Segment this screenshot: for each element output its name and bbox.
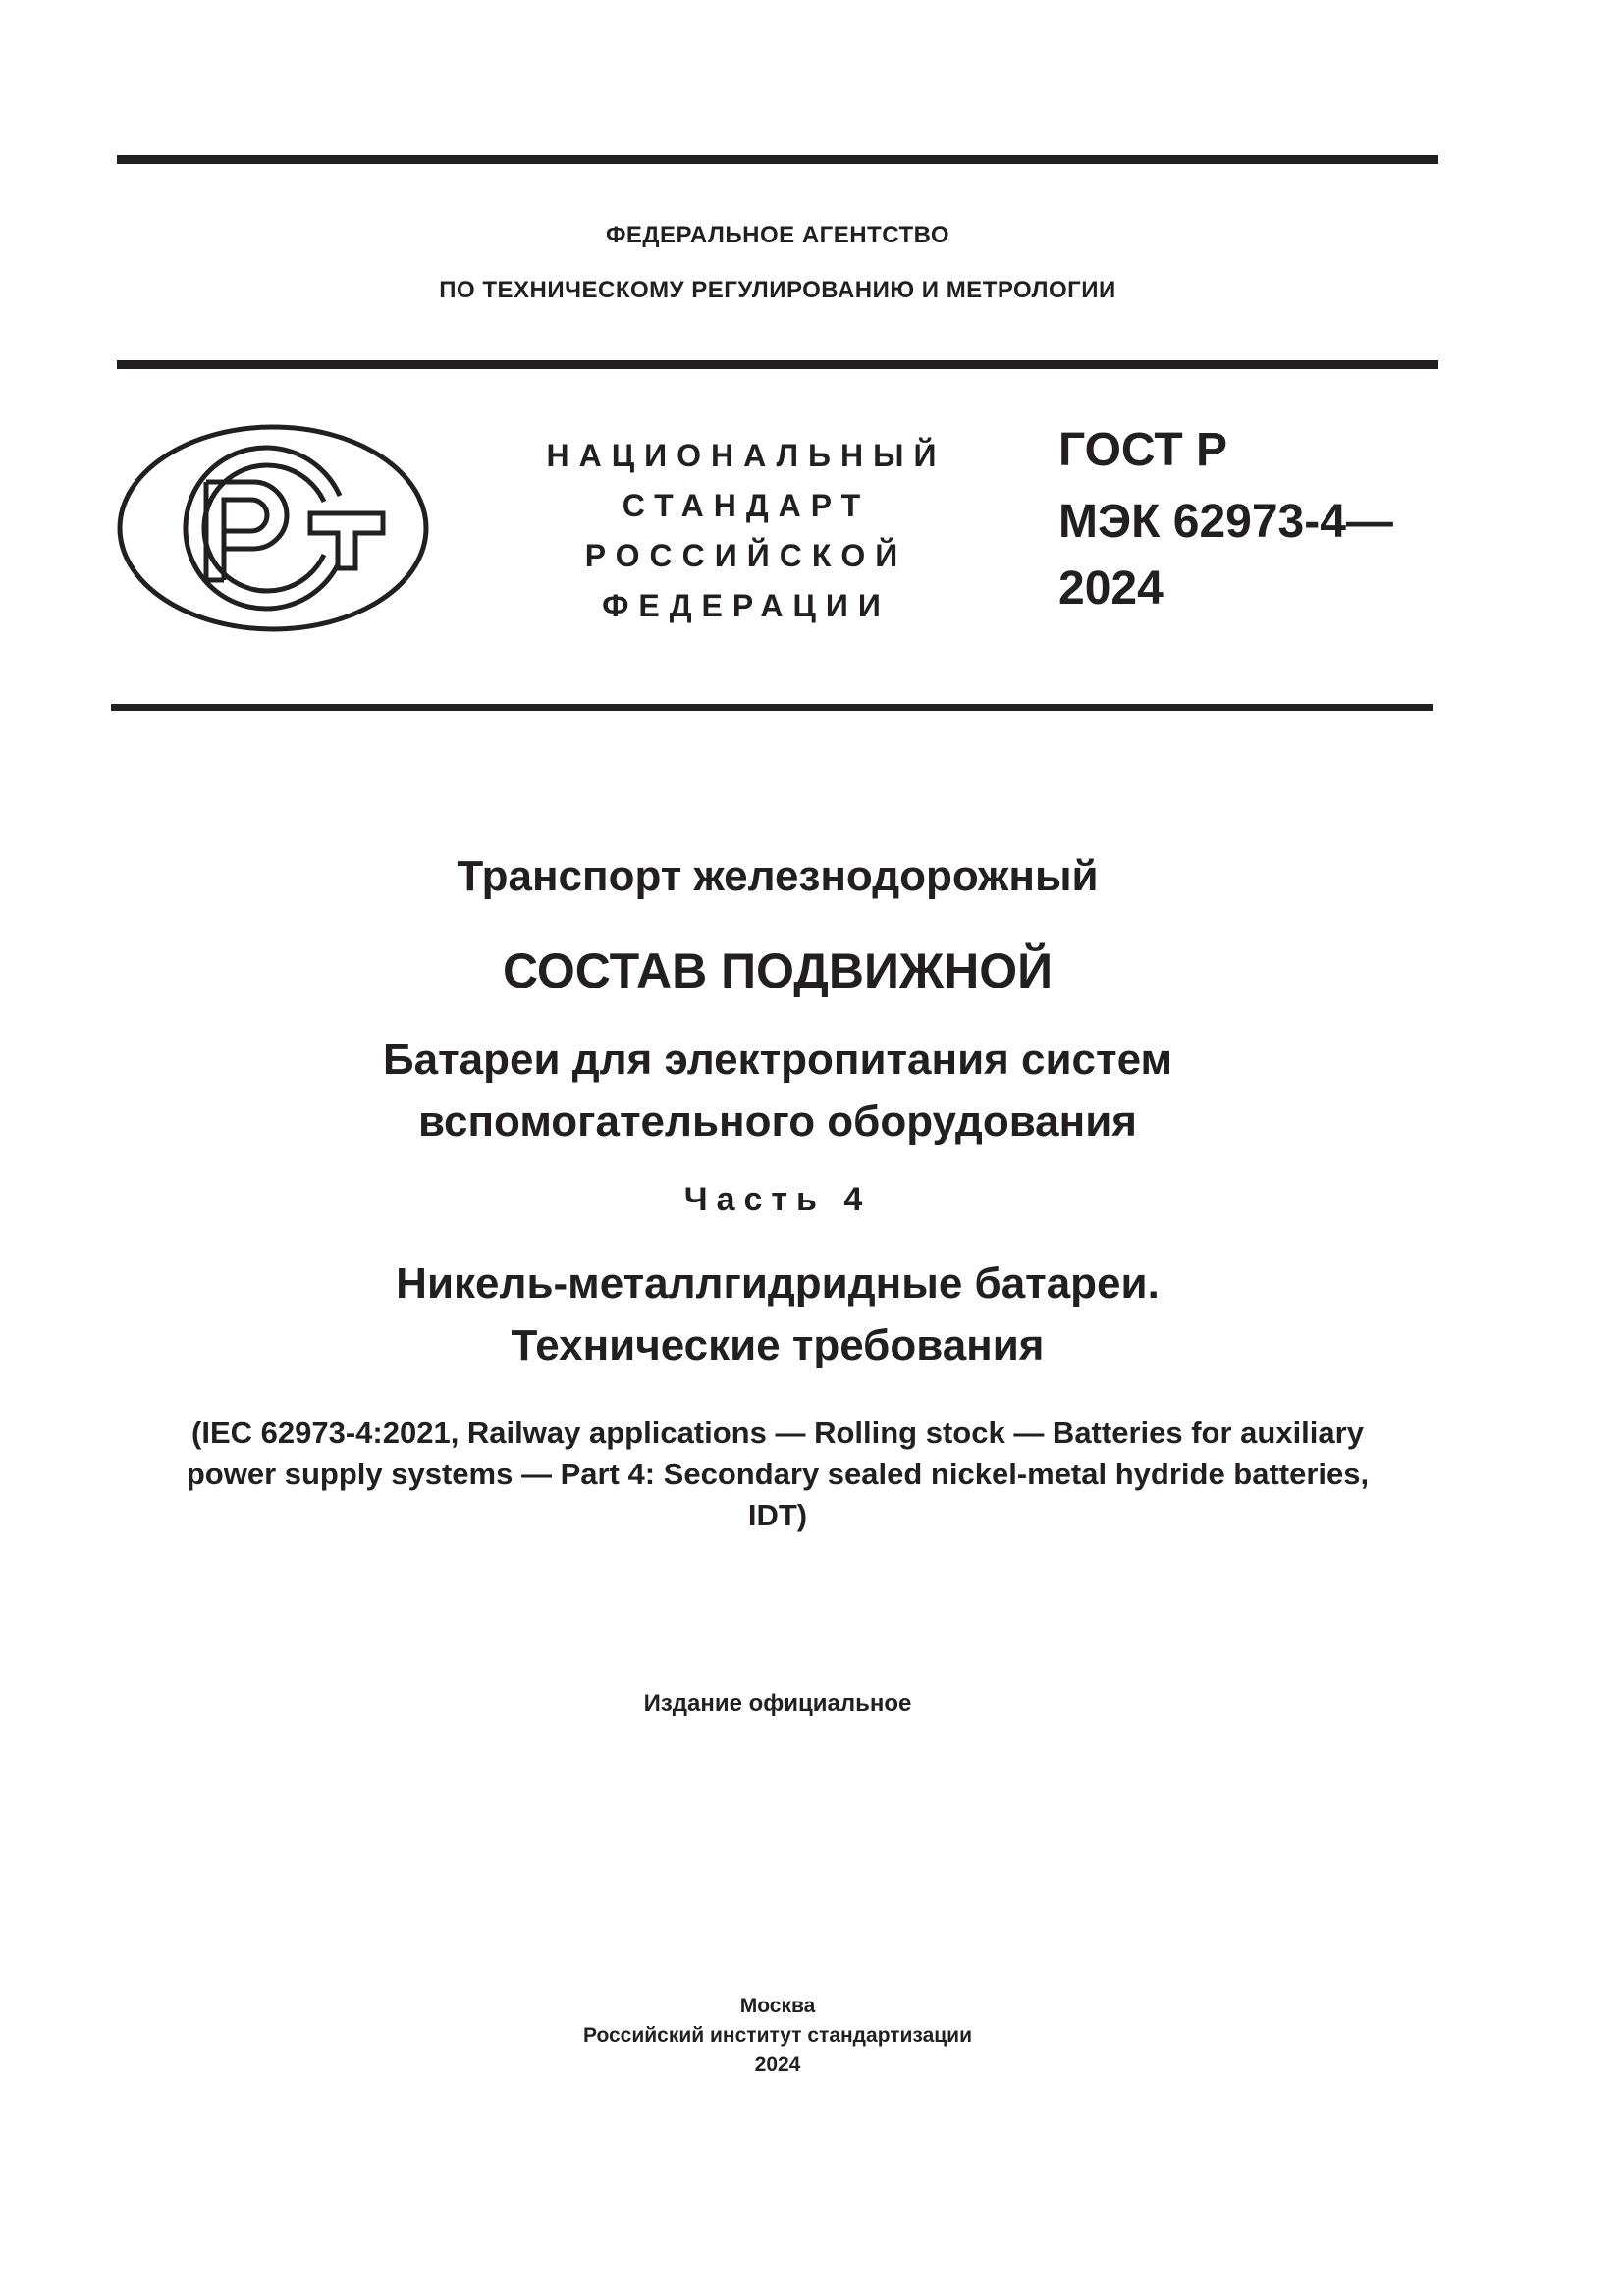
title-group: Транспорт железнодорожный [457,852,1099,900]
source-standard-line-3: IDT) [747,1498,808,1532]
standard-type-line-4: ФЕДЕРАЦИИ [602,588,891,623]
designation-line-2: МЭК 62973-4— [1058,496,1393,548]
standard-type-line-2: СТАНДАРТ [622,488,871,523]
title-subject-line-2: вспомогательного оборудования [418,1097,1137,1146]
title-part: Часть 4 [683,1181,872,1218]
title-part-name-line-2: Технические требования [511,1321,1045,1369]
standard-type-line-3: РОССИЙСКОЙ [584,538,908,573]
title-subject-line-1: Батареи для электропитания систем [382,1036,1173,1084]
imprint-year: 2024 [754,2054,801,2076]
standard-type-line-1: НАЦИОНАЛЬНЫЙ [546,438,947,473]
designation-line-3: 2024 [1058,562,1164,614]
middle-rule [117,360,1438,369]
rst-certification-mark-icon [116,423,430,633]
title-main: СОСТАВ ПОДВИЖНОЙ [502,943,1054,998]
imprint-city: Москва [739,1995,816,2017]
agency-name-line-1: ФЕДЕРАЛЬНОЕ АГЕНТСТВО [605,222,950,248]
imprint-publisher: Российский институт стандартизации [582,2024,973,2047]
source-standard-line-2: power supply systems — Part 4: Secondary sealed nickel-metal hydride batteries, [186,1457,1370,1491]
source-standard-line-1: (IEC 62973-4:2021, Railway applications — Rolling stock — Batteries for auxiliary [191,1415,1364,1450]
designation-line-1: ГОСТ Р [1058,424,1228,476]
agency-name-line-2: ПО ТЕХНИЧЕСКОМУ РЕГУЛИРОВАНИЮ И МЕТРОЛОГИИ [439,277,1116,303]
bottom-rule [111,704,1433,711]
title-part-name-line-1: Никель-металлгидридные батареи. [396,1259,1160,1308]
edition-label: Издание официальное [643,1690,912,1717]
top-rule [117,155,1438,164]
